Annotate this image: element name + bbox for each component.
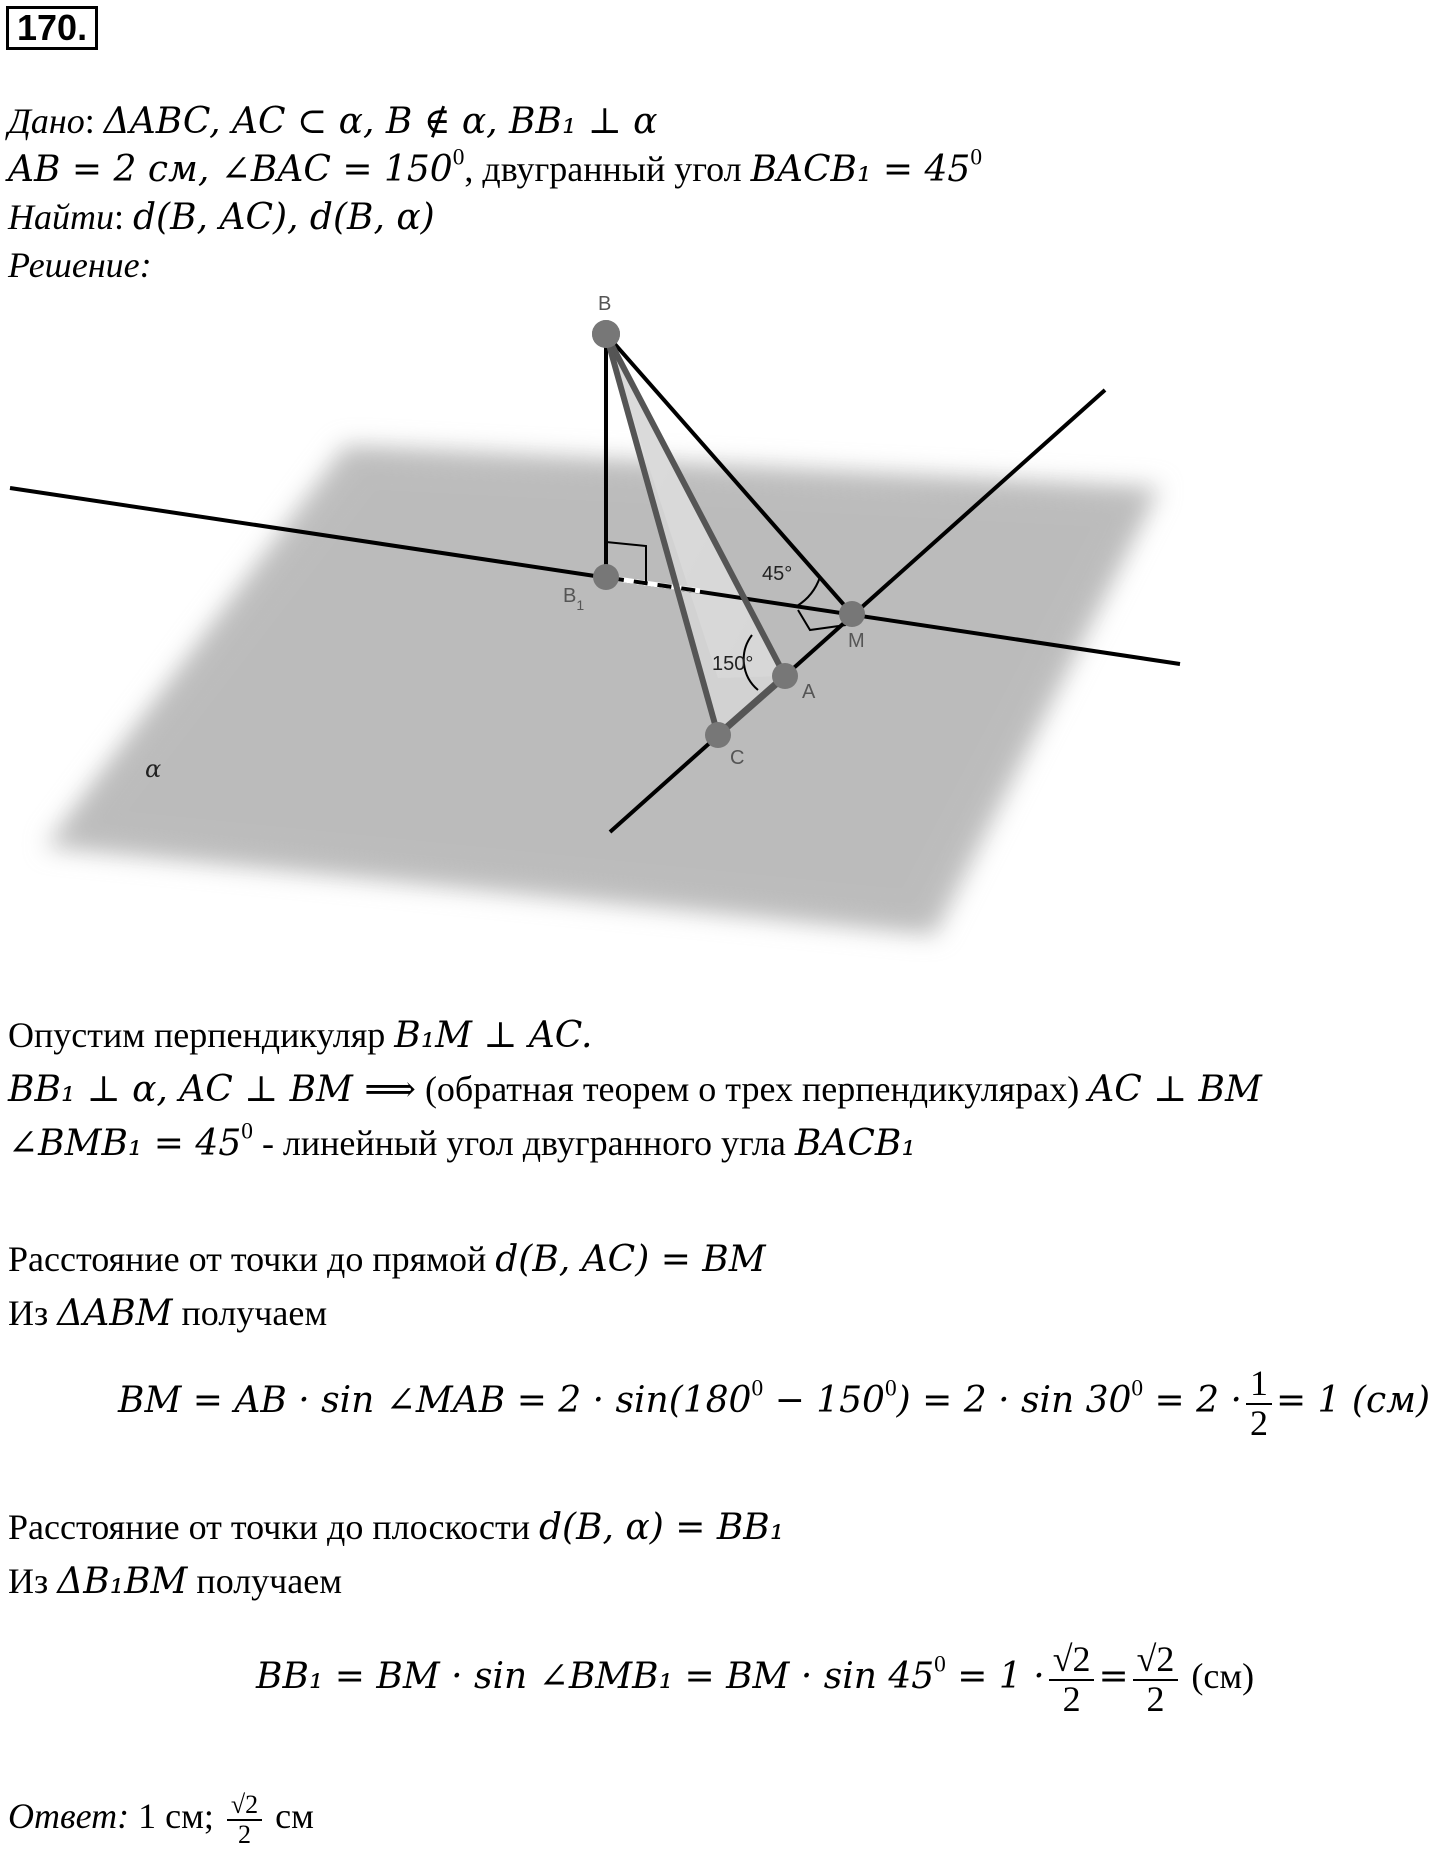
label-a: A <box>802 681 816 703</box>
step-3-text: - линейный угол двугранного угла <box>252 1123 795 1163</box>
step-2-math1: BB₁ ⊥ α, AC ⊥ BM ⟹ <box>8 1069 416 1110</box>
formula-bm-part5: = 1 (см) <box>1275 1380 1430 1421</box>
given-line-1: Дано: ΔABC, AC ⊂ α, B ∉ α, BB₁ ⊥ α <box>8 101 658 142</box>
given-conditions: ΔABC, AC ⊂ α, B ∉ α, BB₁ ⊥ α <box>103 101 658 142</box>
formula-bb1-part1: BB₁ = BM · sin ∠BMB₁ = BM · sin 45 <box>256 1656 935 1697</box>
label-b1-sub: 1 <box>576 597 585 613</box>
distance-line-line <box>8 1238 766 1281</box>
distance-plane-text: Расстояние от точки до плоскости <box>8 1507 539 1547</box>
formula-bb1-part2: = 1 · <box>945 1656 1045 1697</box>
answer-fraction <box>227 1791 262 1848</box>
degree-sup: 0 <box>884 1375 897 1402</box>
find-line: Найти: d(B, AC), d(B, α) <box>8 197 435 238</box>
point-m <box>839 601 865 627</box>
label-c: C <box>730 747 745 769</box>
find-label: Найти <box>8 197 114 237</box>
from-abm-math: ΔABM <box>57 1293 173 1334</box>
label-alpha: α <box>145 755 162 783</box>
label-m: M <box>848 630 865 652</box>
step-3-math2: BACB₁ <box>794 1123 916 1164</box>
label-b: B <box>598 293 612 315</box>
from-b1bm-line <box>8 1560 342 1603</box>
solution-label: Решение: <box>8 245 152 285</box>
distance-line-text: Расстояние от точки до прямой <box>8 1239 496 1279</box>
answer-pre: 1 см; <box>129 1796 223 1836</box>
problem-number: 170. <box>6 6 98 50</box>
distance-plane-math: d(B, α) = BB₁ <box>539 1507 785 1548</box>
degree-sup: 0 <box>1131 1375 1144 1402</box>
fraction-denominator: 2 <box>1062 1678 1081 1719</box>
angle-150-label: 150° <box>712 653 754 675</box>
distance-line-math: d(B, AC) = BM <box>495 1239 766 1280</box>
answer-post: см <box>266 1796 314 1836</box>
formula-bm-part4: = 2 · <box>1143 1380 1242 1421</box>
distance-plane-line <box>8 1506 784 1549</box>
step-1-math: B₁M ⊥ AC. <box>394 1015 593 1056</box>
given-dihedral-text: , двугранный угол <box>464 149 751 189</box>
given-line-2 <box>8 144 983 191</box>
formula-bb1-part3: (см) <box>1182 1656 1255 1696</box>
step-1 <box>8 1014 592 1057</box>
step-2-math2: AC ⊥ BM <box>1088 1069 1262 1110</box>
label-b1-letter: B <box>563 585 577 607</box>
from-b1bm-pre: Из <box>8 1561 58 1601</box>
step-2 <box>8 1068 1262 1111</box>
from-b1bm-math: ΔB₁BM <box>57 1561 188 1602</box>
given-dihedral-value: BACB₁ = 45 <box>750 149 971 190</box>
from-abm-pre: Из <box>8 1293 58 1333</box>
from-abm-line <box>8 1292 327 1335</box>
formula-bm-part1: BM = AB · sin ∠MAB = 2 · sin(180 <box>118 1380 752 1421</box>
degree-sup: 0 <box>452 144 465 171</box>
from-abm-post: получаем <box>172 1293 328 1333</box>
answer-line <box>8 1776 314 1856</box>
fraction-numerator: √2 <box>227 1791 262 1820</box>
fraction-denominator: 2 <box>1146 1678 1165 1719</box>
step-1-text: Опустим перпендикуляр <box>8 1015 395 1055</box>
equals-sign: = <box>1098 1656 1129 1697</box>
formula-bb1 <box>256 1626 1254 1727</box>
step-2-text: (обратная теорем о трех перпендикулярах) <box>415 1069 1089 1109</box>
formula-bm-part2: − 150 <box>763 1380 885 1421</box>
from-b1bm-post: получаем <box>187 1561 343 1601</box>
given-ab-angle: AB = 2 см, ∠BAC = 150 <box>8 149 453 190</box>
point-b1 <box>593 564 619 590</box>
given-label: Дано <box>8 101 85 141</box>
find-text: d(B, AC), d(B, α) <box>133 197 435 238</box>
fraction-one-half <box>1246 1362 1272 1443</box>
point-c <box>705 722 731 748</box>
fraction-sqrt2-over-2 <box>1049 1638 1095 1719</box>
fraction-numerator: √2 <box>1133 1641 1179 1681</box>
solution-label-text: Решение <box>8 245 140 285</box>
geometry-figure <box>0 293 1400 1000</box>
fraction-sqrt2-over-2 <box>1133 1638 1179 1719</box>
degree-sup: 0 <box>241 1118 253 1145</box>
degree-sup: 0 <box>751 1375 764 1402</box>
fraction-denominator: 2 <box>238 1819 252 1849</box>
degree-sup: 0 <box>970 144 983 171</box>
formula-bm <box>118 1350 1430 1451</box>
degree-sup: 0 <box>934 1651 946 1678</box>
step-3 <box>8 1118 916 1165</box>
point-a <box>772 663 798 689</box>
fraction-numerator: 1 <box>1246 1365 1272 1405</box>
fraction-denominator: 2 <box>1249 1402 1268 1443</box>
angle-45-label: 45° <box>762 563 793 585</box>
step-3-math1: ∠BMB₁ = 45 <box>8 1123 242 1164</box>
answer-label: Ответ: <box>8 1796 130 1836</box>
fraction-numerator: √2 <box>1049 1641 1095 1681</box>
formula-bm-part3: ) = 2 · sin 30 <box>896 1380 1132 1421</box>
